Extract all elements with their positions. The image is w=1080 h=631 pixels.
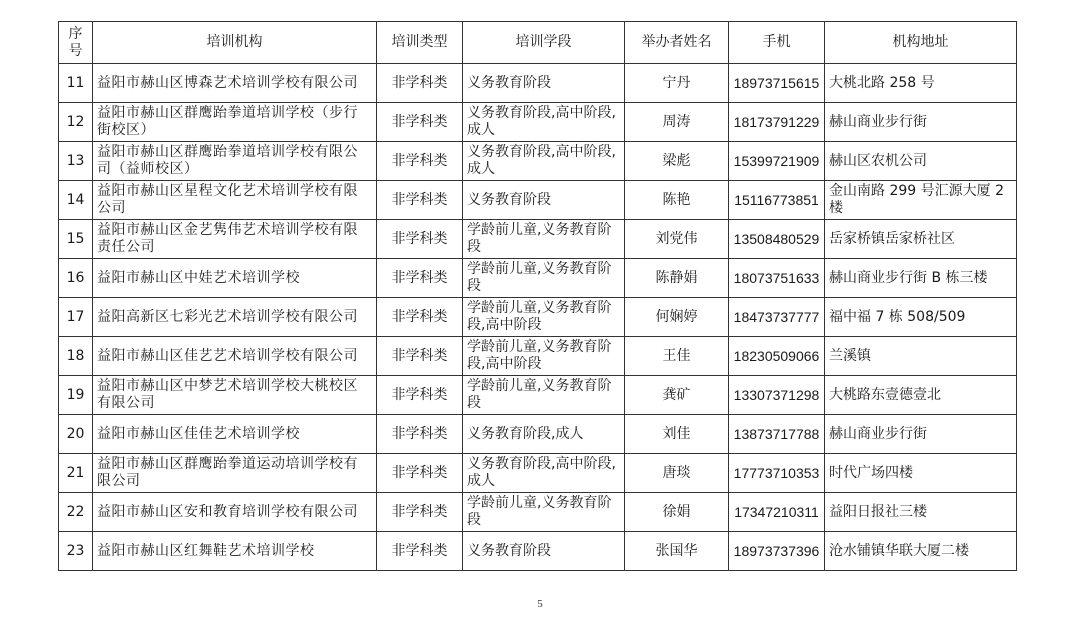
cell-org: 益阳市赫山区中娃艺术培训学校 [93, 259, 377, 298]
cell-phone: 18073751633 [729, 259, 825, 298]
cell-type: 非学科类 [377, 142, 463, 181]
cell-org: 益阳市赫山区红舞鞋艺术培训学校 [93, 532, 377, 571]
cell-type: 非学科类 [377, 532, 463, 571]
cell-type: 非学科类 [377, 454, 463, 493]
table-row [59, 220, 1017, 259]
cell-address: 时代广场四楼 [825, 454, 1017, 493]
cell-address: 益阳日报社三楼 [825, 493, 1017, 532]
cell-org: 益阳市赫山区佳佳艺术培训学校 [93, 415, 377, 454]
header-address: 机构地址 [825, 22, 1017, 64]
header-stage: 培训学段 [463, 22, 625, 64]
cell-phone: 13873717788 [729, 415, 825, 454]
cell-organizer: 周涛 [625, 103, 729, 142]
table-row [59, 376, 1017, 415]
cell-stage: 义务教育阶段 [463, 181, 625, 220]
cell-type: 非学科类 [377, 415, 463, 454]
table-row [59, 298, 1017, 337]
table-row [59, 259, 1017, 298]
cell-organizer: 徐娟 [625, 493, 729, 532]
cell-org: 益阳市赫山区中梦艺术培训学校大桃校区有限公司 [93, 376, 377, 415]
header-organizer: 举办者姓名 [625, 22, 729, 64]
cell-no: 21 [59, 454, 93, 493]
cell-phone: 17347210311 [729, 493, 825, 532]
cell-address: 赫山商业步行街 B 栋三楼 [825, 259, 1017, 298]
cell-phone: 18973737396 [729, 532, 825, 571]
header-no-line2: 号 [68, 42, 83, 59]
table-row [59, 454, 1017, 493]
cell-type: 非学科类 [377, 376, 463, 415]
page-number: 5 [537, 598, 543, 610]
cell-organizer: 梁彪 [625, 142, 729, 181]
cell-address: 大桃路东壹德壹北 [825, 376, 1017, 415]
cell-address: 大桃北路 258 号 [825, 64, 1017, 103]
cell-stage: 义务教育阶段,高中阶段,成人 [463, 103, 625, 142]
cell-no: 19 [59, 376, 93, 415]
cell-phone: 15399721909 [729, 142, 825, 181]
cell-org: 益阳高新区七彩光艺术培训学校有限公司 [93, 298, 377, 337]
cell-stage: 学龄前儿童,义务教育阶段 [463, 493, 625, 532]
cell-type: 非学科类 [377, 259, 463, 298]
cell-stage: 义务教育阶段 [463, 64, 625, 103]
header-org: 培训机构 [93, 22, 377, 64]
cell-stage: 义务教育阶段,高中阶段,成人 [463, 142, 625, 181]
cell-organizer: 唐琰 [625, 454, 729, 493]
cell-address: 沧水铺镇华联大厦二楼 [825, 532, 1017, 571]
cell-type: 非学科类 [377, 493, 463, 532]
cell-no: 12 [59, 103, 93, 142]
cell-organizer: 宁丹 [625, 64, 729, 103]
table-row [59, 493, 1017, 532]
cell-address: 金山南路 299 号汇源大厦 2 楼 [825, 181, 1017, 220]
cell-address: 赫山商业步行街 [825, 103, 1017, 142]
cell-address: 岳家桥镇岳家桥社区 [825, 220, 1017, 259]
table-header-row [59, 22, 1017, 64]
cell-phone: 18230509066 [729, 337, 825, 376]
cell-organizer: 刘佳 [625, 415, 729, 454]
cell-organizer: 陈艳 [625, 181, 729, 220]
cell-phone: 18173791229 [729, 103, 825, 142]
cell-address: 赫山区农机公司 [825, 142, 1017, 181]
table-row [59, 142, 1017, 181]
cell-organizer: 王佳 [625, 337, 729, 376]
cell-no: 13 [59, 142, 93, 181]
cell-organizer: 张国华 [625, 532, 729, 571]
cell-type: 非学科类 [377, 181, 463, 220]
cell-org: 益阳市赫山区群鹰跆拳道运动培训学校有限公司 [93, 454, 377, 493]
cell-type: 非学科类 [377, 64, 463, 103]
table-row [59, 337, 1017, 376]
cell-no: 18 [59, 337, 93, 376]
table-row [59, 103, 1017, 142]
cell-org: 益阳市赫山区金艺隽伟艺术培训学校有限责任公司 [93, 220, 377, 259]
cell-phone: 18973715615 [729, 64, 825, 103]
cell-organizer: 刘党伟 [625, 220, 729, 259]
cell-type: 非学科类 [377, 337, 463, 376]
cell-no: 23 [59, 532, 93, 571]
cell-no: 14 [59, 181, 93, 220]
cell-org: 益阳市赫山区博森艺术培训学校有限公司 [93, 64, 377, 103]
cell-phone: 18473737777 [729, 298, 825, 337]
cell-stage: 义务教育阶段 [463, 532, 625, 571]
cell-address: 福中福 7 栋 508/509 [825, 298, 1017, 337]
cell-org: 益阳市赫山区群鹰跆拳道培训学校有限公司（益师校区） [93, 142, 377, 181]
header-no [59, 22, 93, 64]
header-type: 培训类型 [377, 22, 463, 64]
header-no-line1: 序 [68, 25, 83, 42]
cell-no: 11 [59, 64, 93, 103]
cell-type: 非学科类 [377, 103, 463, 142]
cell-address: 赫山商业步行街 [825, 415, 1017, 454]
cell-address: 兰溪镇 [825, 337, 1017, 376]
table-row [59, 415, 1017, 454]
institution-table [58, 21, 1017, 571]
table-row [59, 532, 1017, 571]
cell-phone: 13307371298 [729, 376, 825, 415]
cell-no: 16 [59, 259, 93, 298]
cell-stage: 学龄前儿童,义务教育阶段 [463, 259, 625, 298]
cell-organizer: 陈静娟 [625, 259, 729, 298]
cell-org: 益阳市赫山区群鹰跆拳道培训学校（步行街校区） [93, 103, 377, 142]
cell-no: 17 [59, 298, 93, 337]
cell-stage: 义务教育阶段,成人 [463, 415, 625, 454]
cell-phone: 13508480529 [729, 220, 825, 259]
cell-organizer: 龚矿 [625, 376, 729, 415]
cell-type: 非学科类 [377, 298, 463, 337]
cell-no: 15 [59, 220, 93, 259]
cell-type: 非学科类 [377, 220, 463, 259]
cell-phone: 15116773851 [729, 181, 825, 220]
cell-no: 20 [59, 415, 93, 454]
cell-no: 22 [59, 493, 93, 532]
cell-org: 益阳市赫山区星程文化艺术培训学校有限公司 [93, 181, 377, 220]
cell-stage: 学龄前儿童,义务教育阶段,高中阶段 [463, 337, 625, 376]
cell-org: 益阳市赫山区佳艺艺术培训学校有限公司 [93, 337, 377, 376]
table-row [59, 64, 1017, 103]
cell-stage: 学龄前儿童,义务教育阶段 [463, 220, 625, 259]
table-row [59, 181, 1017, 220]
cell-organizer: 何娴婷 [625, 298, 729, 337]
cell-stage: 学龄前儿童,义务教育阶段,高中阶段 [463, 298, 625, 337]
cell-org: 益阳市赫山区安和教育培训学校有限公司 [93, 493, 377, 532]
header-phone: 手机 [729, 22, 825, 64]
cell-stage: 学龄前儿童,义务教育阶段 [463, 376, 625, 415]
cell-phone: 17773710353 [729, 454, 825, 493]
cell-stage: 义务教育阶段,高中阶段,成人 [463, 454, 625, 493]
